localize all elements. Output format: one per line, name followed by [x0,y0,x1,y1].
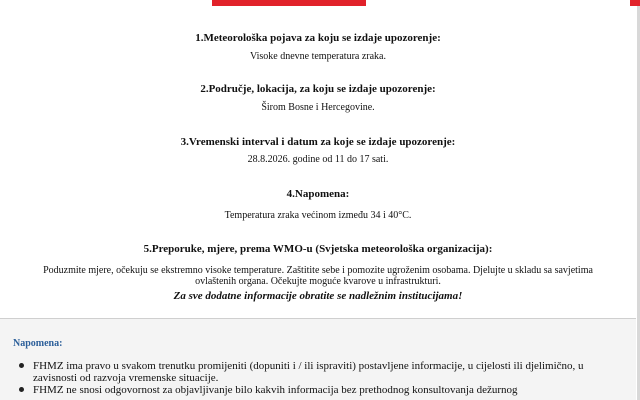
note-text: FHMZ ne snosi odgovornost za objavljivanje bilo kakvih informacija bez prethodnog konsultovanja dežurnog [33,384,518,396]
note-text: FHMZ ima pravo u svakom trenutku promijeniti (dopuniti i / ili ispraviti) postavljene informacije, u cijelosti ili djelimično, u zavisnosti od razvoja vremenske situacije. [33,360,584,384]
bullet-icon [19,387,24,392]
section-1-text: Visoke dnevne temperatura zraka. [249,51,386,62]
section-4-text: Temperatura zraka većinom između 34 i 40°C. [224,210,412,221]
section-3-text: 28.8.2026. godine od 11 do 17 sati. [247,154,389,165]
notes-list [13,360,613,396]
bullet-icon [19,363,24,368]
section-2-heading: 2.Područje, lokacija, za koju se izdaje upozorenje: [200,83,436,95]
notes-title: Napomena: [13,338,63,349]
section-5-text: Poduzmite mjere, očekuju se ekstremno visoke temperature. Zaštitite sebe i pomozite ugroženim osobama. Djelujte u skladu sa savjetima ovlaštenih organa. Očekujte moguće kvarove u infrastrukturi. [43,265,593,287]
section-3-heading: 3.Vremenski interval i datum za koje se izdaje upozorenje: [180,136,456,148]
section-1-heading: 1.Meteorološka pojava za koju se izdaje upozorenje: [195,32,441,44]
list-item [13,360,613,384]
list-item [13,384,613,396]
closing-statement: Za sve dodatne informacije obratite se nadležnim institucijama! [173,290,463,302]
section-5-heading: 5.Preporuke, mjere, prema WMO-u (Svjetska meteorološka organizacija): [143,243,493,255]
section-4-heading: 4.Napomena: [286,188,350,200]
section-2-text: Širom Bosne i Hercegovine. [261,102,375,113]
